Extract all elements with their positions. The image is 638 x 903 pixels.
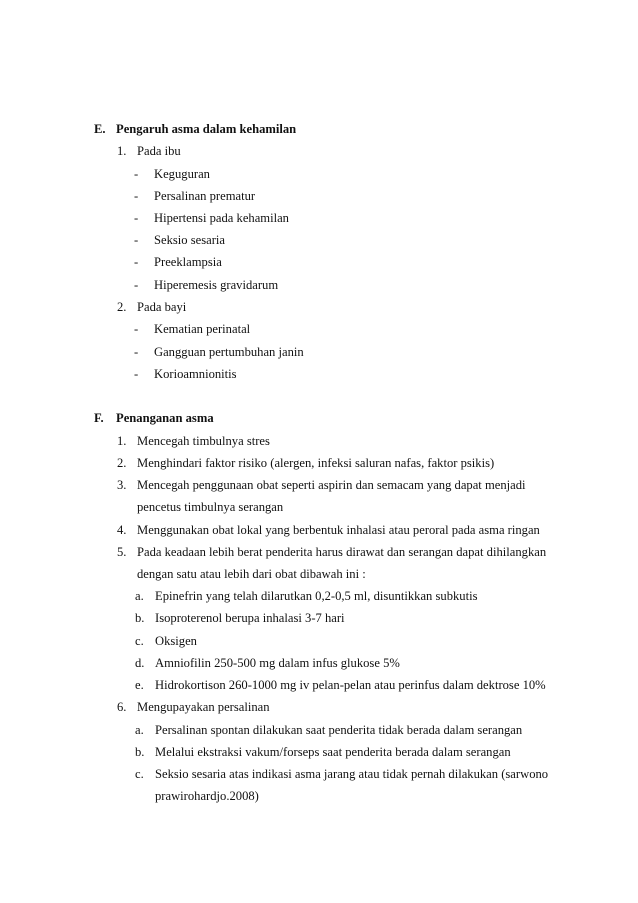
sub-item-text: Oksigen: [155, 634, 197, 648]
sub-item-text: Epinefrin yang telah dilarutkan 0,2-0,5 ml, disuntikkan subkutis: [155, 589, 478, 603]
item-text-continued: pencetus timbulnya serangan: [137, 500, 284, 514]
item-text: Menggunakan obat lokal yang berbentuk inhalasi atau peroral pada asma ringan: [137, 523, 540, 537]
item-number: 5.: [117, 545, 127, 559]
bullet-dash: -: [134, 367, 139, 381]
sub-item-letter: c.: [135, 634, 144, 648]
sub-item-letter: a.: [135, 589, 144, 603]
list-item: Gangguan pertumbuhan janin: [154, 345, 304, 359]
section-f-title: Penanganan asma: [116, 411, 214, 425]
item-text: Pada keadaan lebih berat penderita harus dirawat dan serangan dapat dihilangkan: [137, 545, 547, 559]
section-f-letter: F.: [94, 411, 104, 425]
sub-item-letter: b.: [135, 611, 145, 625]
bullet-dash: -: [134, 322, 139, 336]
sub-item-text: Isoproterenol berupa inhalasi 3-7 hari: [155, 611, 345, 625]
sub-item-text: Seksio sesaria atas indikasi asma jarang atau tidak pernah dilakukan (sarwono: [155, 767, 549, 781]
list-item: Keguguran: [154, 167, 210, 181]
sub-item-letter: d.: [135, 656, 145, 670]
sub-item-text-continued: prawirohardjo.2008): [155, 789, 259, 803]
item-text: Menghindari faktor risiko (alergen, infeksi saluran nafas, faktor psikis): [137, 456, 495, 470]
bullet-dash: -: [134, 233, 139, 247]
sub-item-letter: c.: [135, 767, 144, 781]
item-number: 4.: [117, 523, 127, 537]
section-e-title: Pengaruh asma dalam kehamilan: [116, 122, 297, 136]
list-item: Seksio sesaria: [154, 233, 225, 247]
bullet-dash: -: [134, 345, 139, 359]
sub-item-text: Melalui ekstraksi vakum/forseps saat penderita berada dalam serangan: [155, 745, 511, 759]
sub-item-letter: e.: [135, 678, 144, 692]
section-e-letter: E.: [94, 122, 106, 136]
list-item: Hiperemesis gravidarum: [154, 278, 279, 292]
sub-item-letter: b.: [135, 745, 145, 759]
list-item: Hipertensi pada kehamilan: [154, 211, 289, 225]
item-text-continued: dengan satu atau lebih dari obat dibawah ini :: [137, 567, 366, 581]
list-item: Kematian perinatal: [154, 322, 251, 336]
item-text: Mencegah timbulnya stres: [137, 434, 270, 448]
group-label-pada-ibu: Pada ibu: [137, 144, 181, 158]
list-item: Persalinan prematur: [154, 189, 256, 203]
group-label-pada-bayi: Pada bayi: [137, 300, 187, 314]
item-text: Mencegah penggunaan obat seperti aspirin dan semacam yang dapat menjadi: [137, 478, 526, 492]
bullet-dash: -: [134, 255, 139, 269]
group-number: 1.: [117, 144, 127, 158]
group-number: 2.: [117, 300, 127, 314]
item-number: 3.: [117, 478, 127, 492]
item-number: 2.: [117, 456, 127, 470]
item-text: Mengupayakan persalinan: [137, 700, 270, 714]
sub-item-letter: a.: [135, 723, 144, 737]
list-item: Korioamnionitis: [154, 367, 237, 381]
bullet-dash: -: [134, 189, 139, 203]
item-number: 1.: [117, 434, 127, 448]
bullet-dash: -: [134, 167, 139, 181]
sub-item-text: Hidrokortison 260-1000 mg iv pelan-pelan atau perinfus dalam dektrose 10%: [155, 678, 546, 692]
bullet-dash: -: [134, 211, 139, 225]
bullet-dash: -: [134, 278, 139, 292]
list-item: Preeklampsia: [154, 255, 222, 269]
item-number: 6.: [117, 700, 127, 714]
sub-item-text: Amniofilin 250-500 mg dalam infus glukose 5%: [155, 656, 400, 670]
sub-item-text: Persalinan spontan dilakukan saat penderita tidak berada dalam serangan: [155, 723, 523, 737]
